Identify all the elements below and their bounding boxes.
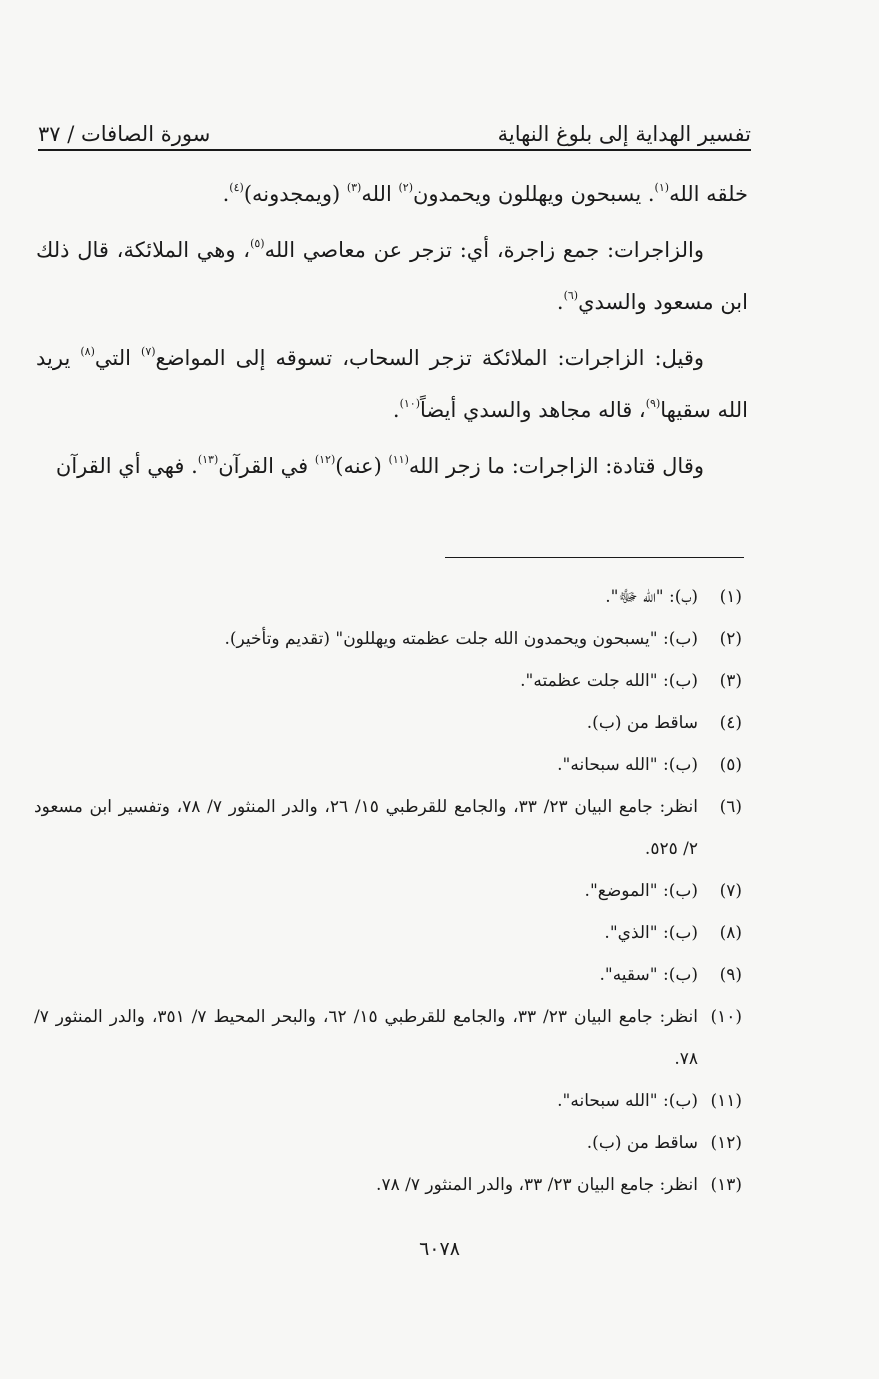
- text-segment: . فهي أي القرآن: [55, 454, 198, 478]
- text-segment: والزاجرات: جمع زاجرة، أي: تزجر عن معاصي الله: [264, 238, 705, 262]
- body-paragraph: [36, 224, 748, 328]
- footnote-item: [34, 786, 742, 870]
- surah-title: سورة الصافات / ٣٧: [38, 122, 211, 146]
- footnote-item: [34, 870, 742, 912]
- footnote-text: انظر: جامع البيان ٢٣/ ٣٣، والدر المنثور ٧/ ٧٨.: [376, 1175, 698, 1195]
- text-segment: خلقه الله: [669, 182, 748, 206]
- footnote-reference: (٩): [645, 397, 661, 410]
- footnote-separator: [445, 557, 744, 558]
- body-paragraph: [36, 440, 748, 492]
- footnote-item: [34, 702, 742, 744]
- footnote-reference: (٥): [250, 237, 265, 250]
- text-segment: .: [556, 290, 564, 314]
- text-segment: (ويمجدونه): [243, 182, 347, 206]
- footnote-number: (٩): [719, 965, 742, 985]
- body-paragraph: [36, 168, 748, 220]
- text-segment: .: [392, 398, 400, 422]
- footnote-reference: (١١): [388, 453, 409, 466]
- text-segment: في القرآن: [218, 454, 315, 478]
- footnote-text: (ب): "الموضع".: [584, 881, 698, 901]
- footnote-item: [34, 1080, 742, 1122]
- footnote-reference: (٨): [80, 345, 95, 358]
- footnote-number: (٥): [719, 755, 742, 775]
- text-segment: التي: [94, 346, 142, 370]
- footnote-reference: (١٢): [314, 453, 336, 466]
- footnote-reference: (١): [654, 181, 670, 194]
- text-segment: (عنه): [335, 454, 389, 478]
- footnote-item: [34, 1122, 742, 1164]
- book-title: تفسير الهداية إلى بلوغ النهاية: [497, 122, 751, 146]
- footnote-item: [34, 660, 742, 702]
- footnote-number: (٣): [719, 671, 742, 691]
- footnote-reference: (٧): [141, 345, 156, 358]
- footnote-text: (ب): "الله جلت عظمته".: [520, 671, 698, 691]
- footnote-number: (١): [719, 587, 742, 607]
- footnote-text: (ب): "الله سبحانه".: [557, 1091, 698, 1111]
- text-segment: وقيل: الزاجرات: الملائكة تزجر السحاب، تسوقه إلى المواضع: [155, 346, 704, 370]
- footnote-item: [34, 954, 742, 996]
- footnote-number: (٢): [719, 629, 742, 649]
- footnote-item: [34, 618, 742, 660]
- text-segment: . يسبحون ويهللون ويحمدون: [412, 182, 655, 206]
- footnote-text: (ب): "الذي".: [604, 923, 698, 943]
- footnote-text: انظر: جامع البيان ٢٣/ ٣٣، والجامع للقرطبي ١٥/ ٦٢، والبحر المحيط ٧/ ٣٥١، والدر المنثور ٧/ ٧٨.: [34, 1007, 699, 1069]
- footnote-text: (ب): "الله ﷻ".: [605, 587, 698, 607]
- footnote-text: (ب): "الله سبحانه".: [557, 755, 698, 775]
- footnote-reference: (١٣): [197, 453, 219, 466]
- footnote-reference: (٦): [563, 289, 579, 302]
- footnote-text: (ب): "سقيه".: [599, 965, 698, 985]
- footnote-reference: (١٠): [399, 397, 420, 410]
- footnote-number: (١٣): [710, 1175, 742, 1195]
- footnote-reference: (٢): [398, 181, 413, 194]
- header-rule: [38, 149, 751, 151]
- footnote-reference: (٣): [346, 181, 362, 194]
- footnote-reference: (٤): [229, 181, 244, 194]
- page-number: ٦٠٧٨: [419, 1238, 460, 1260]
- text-segment: .: [222, 182, 230, 206]
- footnote-number: (١١): [710, 1091, 742, 1111]
- footnote-number: (١٠): [710, 1007, 742, 1027]
- footnote-number: (٧): [719, 881, 742, 901]
- footnote-item: [34, 744, 742, 786]
- footnotes: [34, 576, 742, 1206]
- footnote-item: [34, 912, 742, 954]
- footnote-item: [34, 1164, 742, 1206]
- footnote-item: [34, 996, 742, 1080]
- footnote-number: (٦): [719, 797, 742, 817]
- main-text: [36, 168, 748, 496]
- text-segment: ، وهي الملائكة، قال ذلك ابن مسعود والسدي: [36, 238, 748, 314]
- footnote-text: انظر: جامع البيان ٢٣/ ٣٣، والجامع للقرطبي ١٥/ ٢٦، والدر المنثور ٧/ ٧٨، وتفسير ابن مسعود ٢/ ٥٢٥.: [34, 797, 699, 859]
- text-segment: الله: [361, 182, 399, 206]
- footnote-number: (١٢): [710, 1133, 742, 1153]
- text-segment: وقال قتادة: الزاجرات: ما زجر الله: [408, 454, 704, 478]
- footnote-number: (٨): [719, 923, 742, 943]
- running-header: [38, 108, 751, 146]
- text-segment: ، قاله مجاهد والسدي أيضاً: [419, 398, 646, 422]
- body-paragraph: [36, 332, 748, 436]
- footnote-text: ساقط من (ب).: [586, 713, 698, 733]
- footnote-number: (٤): [719, 713, 742, 733]
- text-segment: يريد الله سقيها: [36, 346, 748, 422]
- footnote-text: (ب): "يسبحون ويحمدون الله جلت عظمته ويهللون" (تقديم وتأخير).: [224, 629, 698, 649]
- footnote-item: [34, 576, 742, 618]
- footnote-text: ساقط من (ب).: [586, 1133, 698, 1153]
